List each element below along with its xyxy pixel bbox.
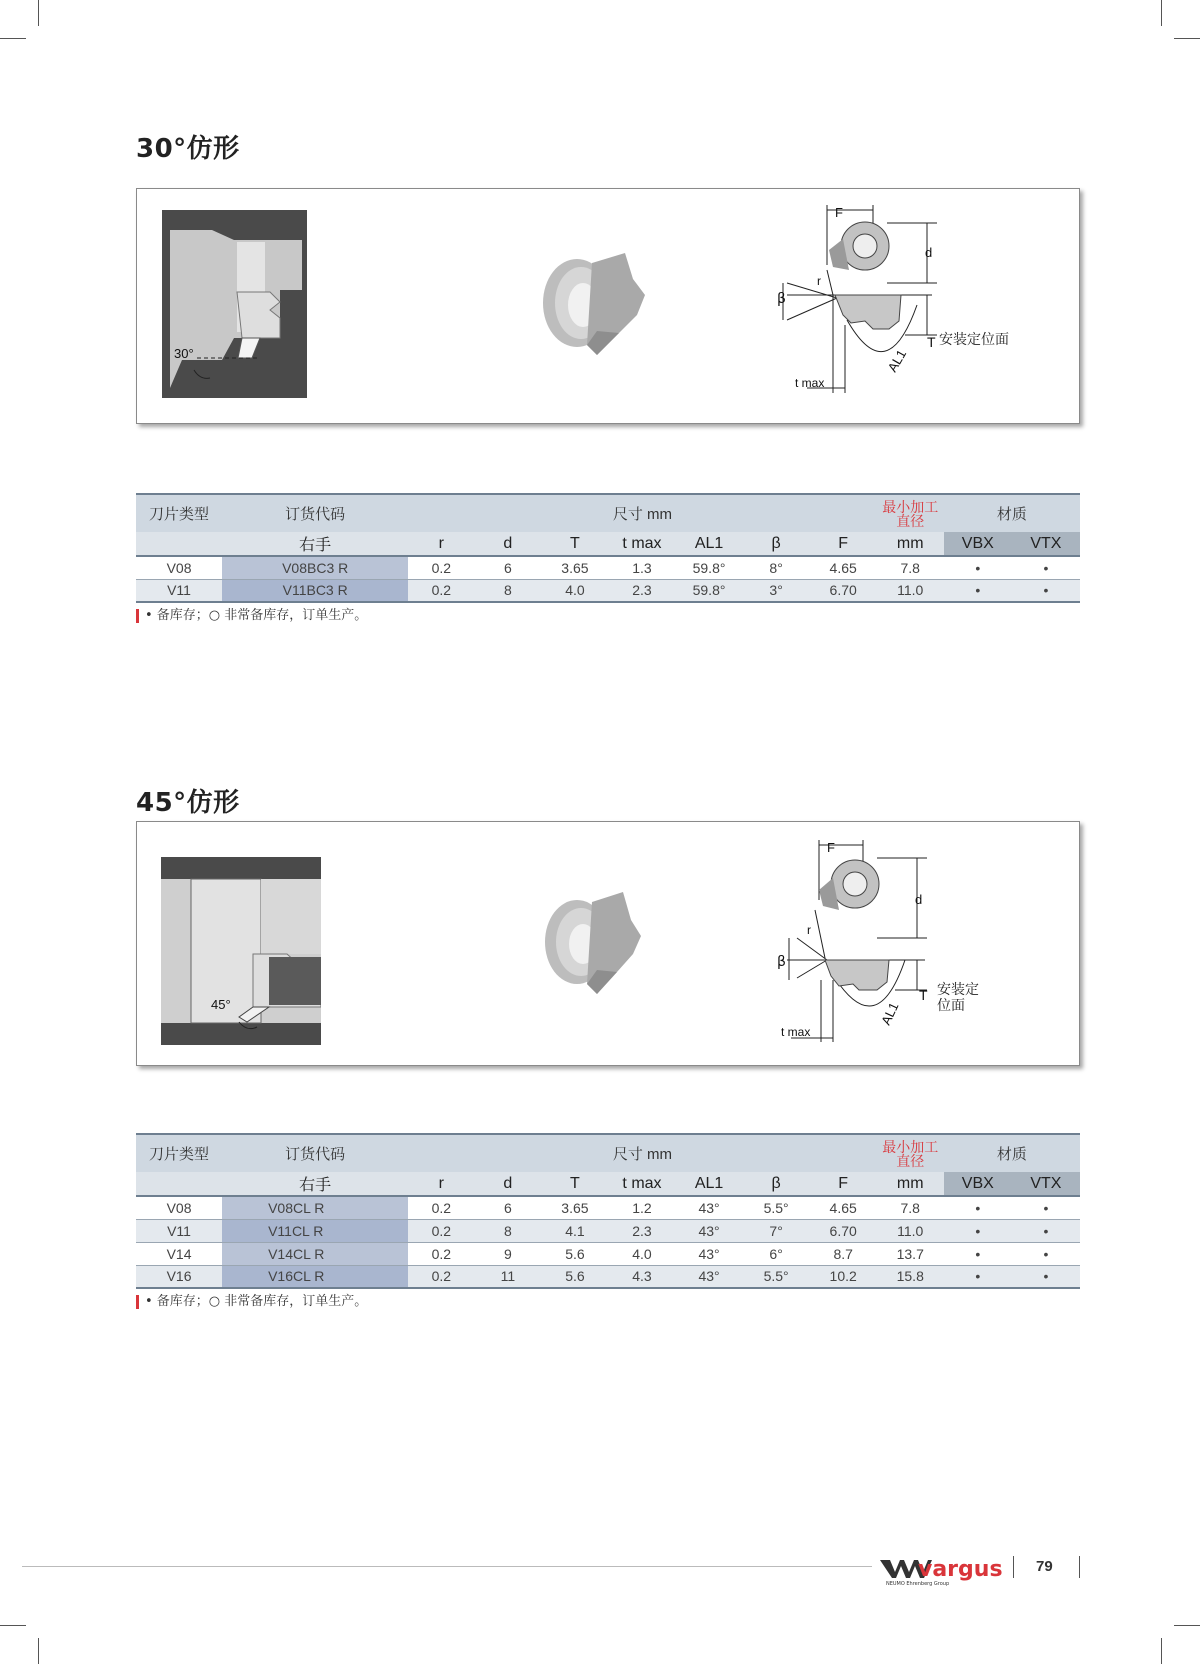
insert-technical-drawing — [777, 195, 1077, 415]
col-F: F — [810, 1172, 877, 1196]
col-material: 材质 — [944, 1134, 1080, 1172]
col-min-bore: 最小加工 直径 — [877, 494, 944, 532]
table-row: V11 V11CL R 0.2 8 4.1 2.3 43° 7° 6.70 11.0 • • — [136, 1219, 1080, 1242]
col-F: F — [810, 532, 877, 556]
svg-text:安装定位面: 安装定位面 — [939, 332, 1009, 348]
spec-table — [136, 493, 1080, 603]
crop-mark — [1174, 38, 1200, 39]
svg-text:NEUMO Ehrenberg Group: NEUMO Ehrenberg Group — [886, 1581, 950, 1587]
crop-mark — [38, 1638, 39, 1664]
svg-text:β: β — [777, 291, 786, 307]
svg-text:β: β — [777, 954, 786, 970]
col-order-code: 订货代码 — [222, 494, 408, 532]
footer-rule — [22, 1566, 872, 1567]
svg-text:vargus: vargus — [918, 1557, 1003, 1582]
footer-separator — [1079, 1556, 1080, 1578]
svg-text:T: T — [919, 987, 928, 1003]
crop-mark — [38, 0, 39, 26]
col-material: 材质 — [944, 494, 1080, 532]
svg-text:位面: 位面 — [937, 998, 965, 1014]
machining-sketch — [161, 857, 321, 1045]
illustration-panel — [136, 188, 1080, 424]
crop-mark — [1161, 1638, 1162, 1664]
crop-mark — [1174, 1625, 1200, 1626]
crop-mark — [0, 1625, 26, 1626]
table-row: V08 V08BC3 R 0.2 6 3.65 1.3 59.8° 8° 4.65 7.8 • • — [136, 556, 1080, 579]
insert-3d-image — [537, 251, 657, 371]
col-right-hand: 右手 — [222, 1172, 408, 1196]
footer-separator — [1013, 1556, 1014, 1578]
vargus-logo — [878, 1552, 1008, 1588]
col-vtx: VTX — [1012, 1172, 1080, 1196]
svg-text:d: d — [925, 245, 933, 260]
col-T: T — [541, 1172, 608, 1196]
col-insert-type: 刀片类型 — [136, 1134, 222, 1172]
page-number: 79 — [1036, 1558, 1053, 1575]
col-mm: mm — [877, 1172, 944, 1196]
col-tmax: t max — [608, 1172, 675, 1196]
col-d: d — [474, 1172, 541, 1196]
section-title: 45°仿形 — [136, 788, 240, 818]
svg-text:t max: t max — [781, 1025, 811, 1039]
col-dimensions: 尺寸 mm — [408, 494, 876, 532]
col-vtx: VTX — [1012, 532, 1080, 556]
col-d: d — [474, 532, 541, 556]
stock-note: • 备库存；○ 非常备库存，订单生产。 — [136, 1290, 367, 1309]
col-insert-type: 刀片类型 — [136, 494, 222, 532]
col-mm: mm — [877, 532, 944, 556]
svg-text:AL1: AL1 — [878, 999, 902, 1028]
svg-text:r: r — [817, 274, 821, 288]
svg-text:F: F — [835, 205, 843, 220]
svg-text:AL1: AL1 — [884, 346, 910, 375]
crop-mark — [0, 38, 26, 39]
col-right-hand: 右手 — [222, 532, 408, 556]
col-vbx: VBX — [944, 532, 1012, 556]
col-al1: AL1 — [676, 532, 743, 556]
svg-text:T: T — [927, 334, 936, 350]
col-r: r — [408, 532, 474, 556]
spec-table — [136, 1133, 1080, 1289]
col-dimensions: 尺寸 mm — [408, 1134, 876, 1172]
col-min-bore: 最小加工 直径 — [877, 1134, 944, 1172]
machining-sketch — [162, 210, 307, 398]
svg-text:r: r — [807, 923, 811, 937]
col-r: r — [408, 1172, 474, 1196]
insert-technical-drawing — [777, 830, 1077, 1060]
col-vbx: VBX — [944, 1172, 1012, 1196]
stock-note: • 备库存；○ 非常备库存，订单生产。 — [136, 604, 367, 623]
col-beta: β — [743, 532, 810, 556]
insert-3d-image — [537, 890, 657, 1010]
table-row: V16 V16CL R 0.2 11 5.6 4.3 43° 5.5° 10.2 15.8 • • — [136, 1265, 1080, 1288]
table-row: V08 V08CL R 0.2 6 3.65 1.2 43° 5.5° 4.65 7.8 • • — [136, 1196, 1080, 1219]
angle-label: 45° — [211, 997, 231, 1012]
svg-text:t max: t max — [795, 376, 825, 390]
illustration-panel — [136, 821, 1080, 1066]
col-beta: β — [743, 1172, 810, 1196]
svg-text:安装定: 安装定 — [937, 982, 979, 998]
section-title: 30°仿形 — [136, 134, 240, 164]
svg-text:F: F — [827, 840, 835, 855]
angle-label: 30° — [174, 346, 194, 361]
table-row: V14 V14CL R 0.2 9 5.6 4.0 43° 6° 8.7 13.7 • • — [136, 1242, 1080, 1265]
crop-mark — [1161, 0, 1162, 26]
col-tmax: t max — [608, 532, 675, 556]
col-T: T — [541, 532, 608, 556]
table-row: V11 V11BC3 R 0.2 8 4.0 2.3 59.8° 3° 6.70 11.0 • • — [136, 579, 1080, 602]
col-al1: AL1 — [676, 1172, 743, 1196]
col-order-code: 订货代码 — [222, 1134, 408, 1172]
svg-text:d: d — [915, 892, 923, 907]
